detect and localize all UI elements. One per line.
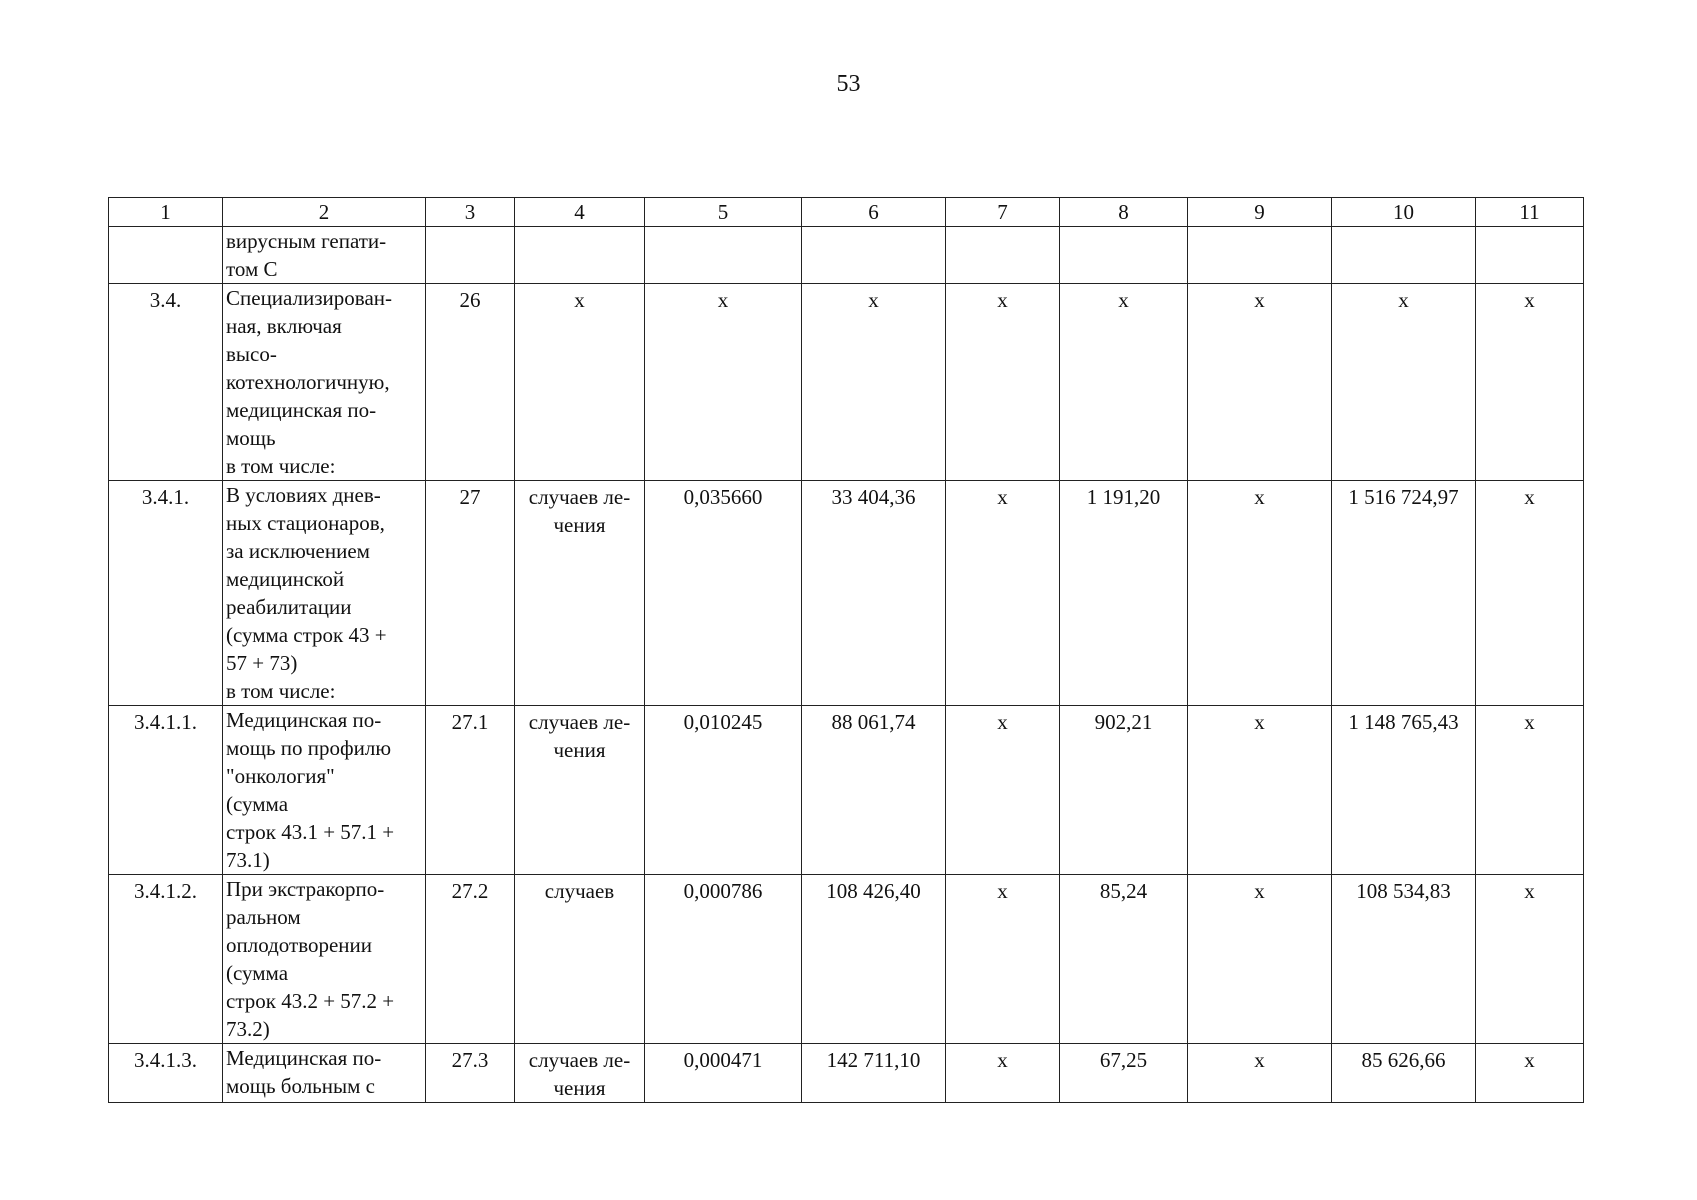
table-row [109, 875, 1584, 1044]
column-header: 9 [1188, 198, 1332, 227]
table-cell: х [1332, 284, 1476, 481]
table-cell [645, 227, 802, 284]
table-cell: 0,010245 [645, 706, 802, 875]
table-cell: х [1188, 1044, 1332, 1103]
table-cell: 1 191,20 [1060, 481, 1188, 706]
table-cell: х [1476, 1044, 1584, 1103]
row-name: Медицинская по- мощь больным с [223, 1044, 426, 1103]
table-cell: 1 148 765,43 [1332, 706, 1476, 875]
table-cell [946, 227, 1060, 284]
table-row [109, 706, 1584, 875]
table-cell: х [1060, 284, 1188, 481]
data-table [108, 197, 1584, 1103]
table-cell: х [1188, 481, 1332, 706]
row-name: Медицинская по- мощь по профилю "онкология" (сумма строк 43.1 + 57.1 + 73.1) [223, 706, 426, 875]
page-number: 53 [836, 71, 861, 97]
table-cell [802, 227, 946, 284]
table-cell [1476, 227, 1584, 284]
table-cell [1332, 227, 1476, 284]
table-cell: х [946, 1044, 1060, 1103]
row-code: 3.4. [109, 284, 223, 481]
row-line-number: 27 [426, 481, 515, 706]
row-line-number [426, 227, 515, 284]
column-header: 6 [802, 198, 946, 227]
column-header: 11 [1476, 198, 1584, 227]
table-cell: х [1476, 284, 1584, 481]
table-cell: х [946, 481, 1060, 706]
row-code: 3.4.1.1. [109, 706, 223, 875]
table-row [109, 1044, 1584, 1103]
table-cell: х [946, 875, 1060, 1044]
row-name: Специализирован- ная, включая высо- котехнологичную, медицинская по- мощь в том числе: [223, 284, 426, 481]
table-cell: 1 516 724,97 [1332, 481, 1476, 706]
column-header: 1 [109, 198, 223, 227]
table-cell: х [946, 706, 1060, 875]
table-cell: х [1188, 875, 1332, 1044]
row-line-number: 27.1 [426, 706, 515, 875]
table-cell: 0,000471 [645, 1044, 802, 1103]
column-header: 3 [426, 198, 515, 227]
column-header: 2 [223, 198, 426, 227]
row-code: 3.4.1.2. [109, 875, 223, 1044]
table-cell: 88 061,74 [802, 706, 946, 875]
row-line-number: 27.3 [426, 1044, 515, 1103]
table-cell: 85 626,66 [1332, 1044, 1476, 1103]
row-unit: случаев [515, 875, 645, 1044]
row-line-number: 26 [426, 284, 515, 481]
table-cell: х [1188, 706, 1332, 875]
table-row [109, 227, 1584, 284]
header-row [109, 198, 1584, 227]
row-line-number: 27.2 [426, 875, 515, 1044]
table-cell: 902,21 [1060, 706, 1188, 875]
table-row [109, 481, 1584, 706]
table-cell: 67,25 [1060, 1044, 1188, 1103]
row-unit: х [515, 284, 645, 481]
table-cell: х [1188, 284, 1332, 481]
table-cell: 0,000786 [645, 875, 802, 1044]
column-header: 8 [1060, 198, 1188, 227]
column-header: 10 [1332, 198, 1476, 227]
table-cell: 85,24 [1060, 875, 1188, 1044]
row-name: вирусным гепати- том С [223, 227, 426, 284]
row-name: В условиях днев- ных стационаров, за исключением медицинской реабилитации (сумма строк 43 + 57 + 73) в том числе: [223, 481, 426, 706]
table-cell: х [1476, 481, 1584, 706]
column-header: 4 [515, 198, 645, 227]
row-unit: случаев ле- чения [515, 1044, 645, 1103]
row-unit: случаев ле- чения [515, 481, 645, 706]
table-cell: 33 404,36 [802, 481, 946, 706]
row-name: При экстракорпо- ральном оплодотворении (сумма строк 43.2 + 57.2 + 73.2) [223, 875, 426, 1044]
table-cell: х [645, 284, 802, 481]
row-code: 3.4.1.3. [109, 1044, 223, 1103]
table-cell [1060, 227, 1188, 284]
table-cell: 0,035660 [645, 481, 802, 706]
row-code [109, 227, 223, 284]
table-cell: 108 534,83 [1332, 875, 1476, 1044]
table-cell: 142 711,10 [802, 1044, 946, 1103]
row-unit [515, 227, 645, 284]
row-code: 3.4.1. [109, 481, 223, 706]
table-row [109, 284, 1584, 481]
table-cell: х [1476, 706, 1584, 875]
table-cell [1188, 227, 1332, 284]
table-cell: 108 426,40 [802, 875, 946, 1044]
table-cell: х [1476, 875, 1584, 1044]
table-cell: х [802, 284, 946, 481]
row-unit: случаев ле- чения [515, 706, 645, 875]
column-header: 7 [946, 198, 1060, 227]
column-header: 5 [645, 198, 802, 227]
table-cell: х [946, 284, 1060, 481]
